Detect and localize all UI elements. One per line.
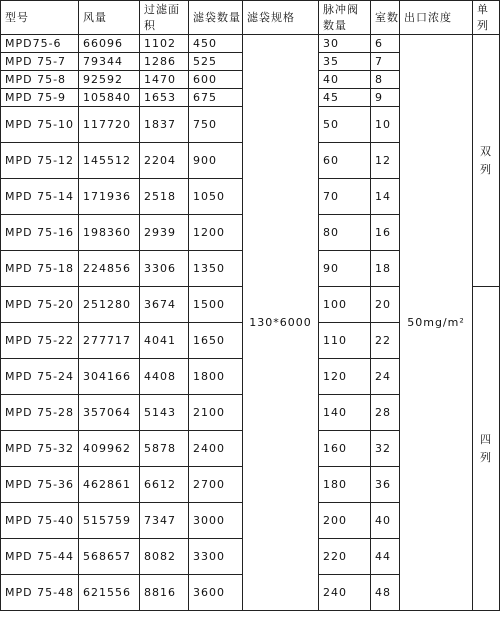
cell-valve-count: 70 <box>319 179 371 215</box>
cell-air-volume: 117720 <box>79 107 140 143</box>
cell-model: MPD 75-28 <box>1 395 79 431</box>
cell-air-volume: 66096 <box>79 35 140 53</box>
cell-model: MPD 75-20 <box>1 287 79 323</box>
cell-filter-area: 1470 <box>140 71 189 89</box>
header-bag-count: 滤袋数量 <box>189 1 243 35</box>
cell-air-volume: 515759 <box>79 503 140 539</box>
cell-chambers: 16 <box>371 215 400 251</box>
cell-model: MPD 75-9 <box>1 89 79 107</box>
cell-air-volume: 79344 <box>79 53 140 71</box>
cell-valve-count: 30 <box>319 35 371 53</box>
bag-spec-merged: 130*6000 <box>243 35 319 611</box>
cell-chambers: 48 <box>371 575 400 611</box>
cell-chambers: 9 <box>371 89 400 107</box>
cell-chambers: 24 <box>371 359 400 395</box>
cell-bag-count: 1800 <box>189 359 243 395</box>
cell-chambers: 36 <box>371 467 400 503</box>
cell-valve-count: 200 <box>319 503 371 539</box>
cell-bag-count: 1350 <box>189 251 243 287</box>
cell-valve-count: 60 <box>319 143 371 179</box>
cell-bag-count: 2100 <box>189 395 243 431</box>
cell-valve-count: 35 <box>319 53 371 71</box>
cell-filter-area: 6612 <box>140 467 189 503</box>
cell-bag-count: 2700 <box>189 467 243 503</box>
arrangement-double-label: 双列 <box>480 144 492 176</box>
cell-bag-count: 525 <box>189 53 243 71</box>
cell-chambers: 44 <box>371 539 400 575</box>
cell-model: MPD 75-36 <box>1 467 79 503</box>
header-bag-spec: 滤袋规格 <box>243 1 319 35</box>
cell-model: MPD 75-16 <box>1 215 79 251</box>
arrangement-double <box>473 35 500 287</box>
cell-model: MPD 75-12 <box>1 143 79 179</box>
cell-bag-count: 900 <box>189 143 243 179</box>
cell-valve-count: 90 <box>319 251 371 287</box>
cell-chambers: 40 <box>371 503 400 539</box>
cell-valve-count: 110 <box>319 323 371 359</box>
cell-model: MPD 75-18 <box>1 251 79 287</box>
header-row <box>1 1 500 35</box>
cell-air-volume: 171936 <box>79 179 140 215</box>
cell-bag-count: 3000 <box>189 503 243 539</box>
cell-valve-count: 100 <box>319 287 371 323</box>
outlet-concentration-merged: 50mg/m² <box>400 35 473 611</box>
cell-bag-count: 675 <box>189 89 243 107</box>
cell-air-volume: 277717 <box>79 323 140 359</box>
cell-filter-area: 8082 <box>140 539 189 575</box>
cell-model: MPD 75-8 <box>1 71 79 89</box>
cell-filter-area: 1286 <box>140 53 189 71</box>
cell-valve-count: 120 <box>319 359 371 395</box>
cell-bag-count: 600 <box>189 71 243 89</box>
header-outlet-concentration: 出口浓度 <box>400 1 473 35</box>
cell-model: MPD 75-44 <box>1 539 79 575</box>
header-valve-count: 脉冲阀数量 <box>319 1 371 35</box>
cell-bag-count: 1200 <box>189 215 243 251</box>
cell-air-volume: 251280 <box>79 287 140 323</box>
cell-filter-area: 2939 <box>140 215 189 251</box>
cell-chambers: 20 <box>371 287 400 323</box>
cell-bag-count: 1500 <box>189 287 243 323</box>
cell-bag-count: 1050 <box>189 179 243 215</box>
cell-chambers: 28 <box>371 395 400 431</box>
cell-chambers: 7 <box>371 53 400 71</box>
cell-filter-area: 1102 <box>140 35 189 53</box>
header-arrangement: 单列 <box>473 1 500 35</box>
cell-filter-area: 5878 <box>140 431 189 467</box>
arrangement-quad-label: 四列 <box>480 432 492 464</box>
cell-valve-count: 40 <box>319 71 371 89</box>
cell-filter-area: 7347 <box>140 503 189 539</box>
cell-model: MPD 75-14 <box>1 179 79 215</box>
cell-filter-area: 2204 <box>140 143 189 179</box>
cell-air-volume: 105840 <box>79 89 140 107</box>
cell-chambers: 6 <box>371 35 400 53</box>
arrangement-quad <box>473 287 500 611</box>
header-filter-area: 过滤面积 <box>140 1 189 35</box>
header-chambers: 室数 <box>371 1 400 35</box>
cell-valve-count: 140 <box>319 395 371 431</box>
cell-chambers: 22 <box>371 323 400 359</box>
table-row <box>1 35 500 53</box>
cell-chambers: 12 <box>371 143 400 179</box>
cell-air-volume: 224856 <box>79 251 140 287</box>
cell-bag-count: 1650 <box>189 323 243 359</box>
cell-valve-count: 180 <box>319 467 371 503</box>
cell-model: MPD 75-40 <box>1 503 79 539</box>
cell-filter-area: 1837 <box>140 107 189 143</box>
cell-model: MPD 75-48 <box>1 575 79 611</box>
cell-bag-count: 750 <box>189 107 243 143</box>
cell-chambers: 18 <box>371 251 400 287</box>
cell-air-volume: 409962 <box>79 431 140 467</box>
cell-air-volume: 198360 <box>79 215 140 251</box>
cell-filter-area: 4408 <box>140 359 189 395</box>
cell-filter-area: 8816 <box>140 575 189 611</box>
header-air-volume: 风量 <box>79 1 140 35</box>
cell-model: MPD 75-10 <box>1 107 79 143</box>
cell-valve-count: 50 <box>319 107 371 143</box>
cell-filter-area: 1653 <box>140 89 189 107</box>
cell-model: MPD 75-7 <box>1 53 79 71</box>
cell-chambers: 8 <box>371 71 400 89</box>
cell-chambers: 10 <box>371 107 400 143</box>
cell-filter-area: 4041 <box>140 323 189 359</box>
cell-valve-count: 80 <box>319 215 371 251</box>
cell-model: MPD 75-32 <box>1 431 79 467</box>
cell-valve-count: 240 <box>319 575 371 611</box>
cell-filter-area: 3306 <box>140 251 189 287</box>
cell-air-volume: 145512 <box>79 143 140 179</box>
cell-bag-count: 3600 <box>189 575 243 611</box>
header-model: 型号 <box>1 1 79 35</box>
cell-valve-count: 220 <box>319 539 371 575</box>
cell-chambers: 14 <box>371 179 400 215</box>
cell-valve-count: 45 <box>319 89 371 107</box>
cell-air-volume: 357064 <box>79 395 140 431</box>
cell-bag-count: 2400 <box>189 431 243 467</box>
cell-model: MPD 75-24 <box>1 359 79 395</box>
cell-chambers: 32 <box>371 431 400 467</box>
cell-air-volume: 621556 <box>79 575 140 611</box>
cell-filter-area: 2518 <box>140 179 189 215</box>
cell-model: MPD75-6 <box>1 35 79 53</box>
cell-air-volume: 462861 <box>79 467 140 503</box>
cell-bag-count: 3300 <box>189 539 243 575</box>
cell-valve-count: 160 <box>319 431 371 467</box>
cell-air-volume: 304166 <box>79 359 140 395</box>
cell-air-volume: 92592 <box>79 71 140 89</box>
cell-air-volume: 568657 <box>79 539 140 575</box>
cell-model: MPD 75-22 <box>1 323 79 359</box>
cell-filter-area: 5143 <box>140 395 189 431</box>
cell-bag-count: 450 <box>189 35 243 53</box>
cell-filter-area: 3674 <box>140 287 189 323</box>
